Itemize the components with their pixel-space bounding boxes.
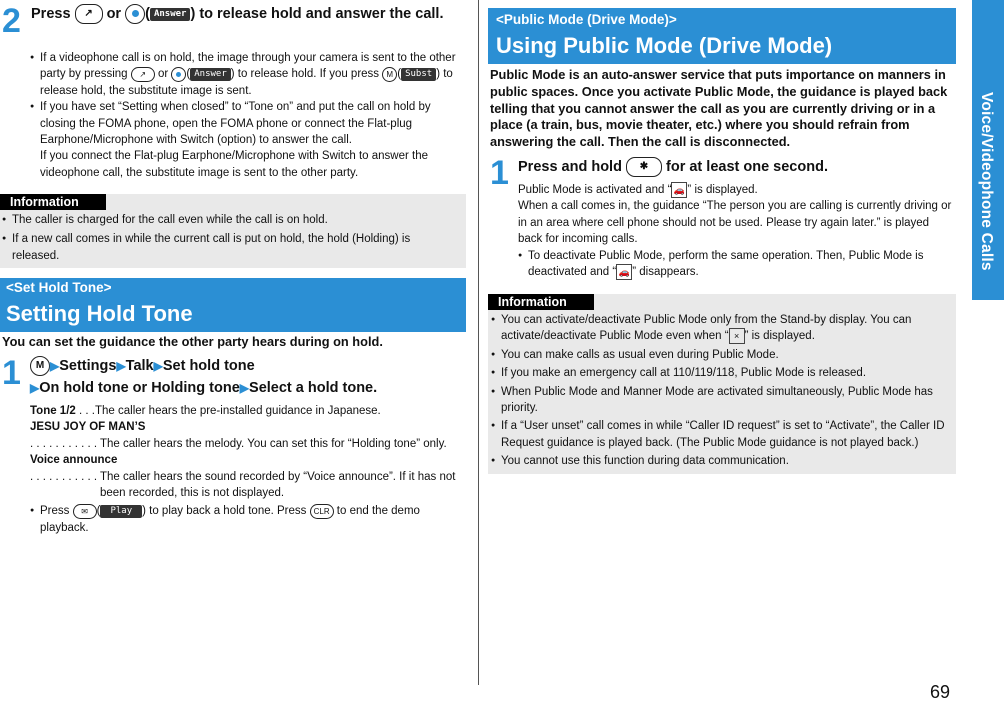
info-item: ● The caller is charged for the call even while the call is on hold. (2, 212, 442, 228)
note-bullet: ● Press ✉ ( Play ) to play back a hold tone. Press CLR to end the demo playback. (30, 503, 466, 536)
information-tag: Information (488, 294, 594, 310)
note-bullet: ● If a videophone call is on hold, the image through your camera is sent to the other party by pressing ↗ or ( Answer ) to release hold. If you press M ( Subst ) to release hold, the substitute image is sent. (30, 50, 466, 99)
public-mode-icon: 🚗 (616, 264, 632, 280)
hold-tone-options (30, 403, 466, 536)
enter-key-icon (125, 4, 145, 24)
enter-key-icon (171, 67, 186, 82)
answer-softkey: Answer (150, 8, 191, 21)
play-softkey: Play (100, 505, 142, 518)
info-item: ● You cannot use this function during data communication. (491, 453, 953, 469)
section-header (0, 278, 466, 332)
step2-notes (30, 50, 466, 181)
page-number: 69 (930, 682, 951, 702)
public-mode-icon: 🚗 (671, 182, 687, 198)
section-title: Using Public Mode (Drive Mode) (496, 33, 833, 58)
information-box (0, 194, 466, 268)
section-title: Setting Hold Tone (6, 301, 193, 326)
column-divider (478, 0, 479, 685)
call-key-icon: ↗ (75, 4, 103, 24)
note-bullet: ● To deactivate Public Mode, perform the same operation. Then, Public Mode is deactivated and “ 🚗 ” disappears. (518, 248, 956, 281)
step-title: M ▶Settings▶Talk▶Set hold tone ▶On hold tone or Holding tone▶Select a hold tone. (30, 358, 378, 396)
info-item: ● If a new call comes in while the current call is put on hold, the hold (Holding) is released. (2, 231, 442, 264)
section-subtitle: <Public Mode (Drive Mode)> (496, 12, 677, 27)
subst-softkey: Subst (401, 68, 436, 81)
clr-key-icon: CLR (310, 504, 334, 519)
info-item: ● If you make an emergency call at 110/119/118, Public Mode is released. (491, 365, 953, 381)
out-of-service-icon: × (729, 328, 745, 344)
menu-key-icon: M (30, 356, 50, 376)
note-continuation: If you connect the Flat-plug Earphone/Microphone with Switch to answer the videophone call, the substitute image is sent to the other party. (40, 150, 429, 179)
side-tab-label: Voice/Videophone Calls (978, 92, 995, 271)
information-box (488, 294, 956, 474)
step-number: 1 (2, 354, 21, 392)
note-text: Public Mode is activated and “ 🚗 ” is displayed. (518, 182, 956, 198)
step1-notes (518, 182, 956, 281)
note-bullet: ● If you have set “Setting when closed” to “Tone on” and put the call on hold by closing the FOMA phone, open the FOMA phone or connect the Flat-plug Earphone/Microphone with Switch (option) to answer the call. (30, 99, 466, 148)
asterisk-key-icon: ✱ (626, 157, 662, 177)
section-intro: Public Mode is an auto-answer service that puts importance on manners in public spaces. Once you activate Public Mode, the guidance is played back telling that you cannot answer the call as you are currently driving or in a place (a train, bus, movie theater, etc.) where you should refrain from answering the call. Then the call is disconnected. (490, 67, 948, 150)
step-title: Press and hold ✱ for at least one second. (518, 156, 954, 178)
answer-softkey: Answer (190, 68, 231, 81)
step-number: 2 (2, 2, 21, 40)
option-term: JESU JOY OF MAN’S (30, 421, 146, 434)
info-item: ● You can activate/deactivate Public Mode only from the Stand-by display. You can activate/deactivate Public Mode even when “ × ” is displayed. (491, 312, 953, 345)
option-row: . . . . . . . . . . . The caller hears the melody. You can set this for “Holding tone” only. (30, 437, 447, 450)
information-tag: Information (0, 194, 106, 210)
section-subtitle: <Set Hold Tone> (6, 280, 112, 295)
section-header (488, 8, 956, 64)
info-item: ● You can make calls as usual even during Public Mode. (491, 347, 953, 363)
option-row: Tone 1/2 . . .The caller hears the pre-installed guidance in Japanese. (30, 405, 381, 417)
menu-key-icon: M (382, 67, 397, 82)
option-term: Voice announce (30, 454, 118, 467)
section-intro: You can set the guidance the other party hears during on hold. (2, 334, 383, 349)
step-number: 1 (490, 154, 509, 192)
step-title: Press ↗ or ( Answer ) to release hold and answer the call. (31, 3, 461, 25)
info-item: ● When Public Mode and Manner Mode are activated simultaneously, Public Mode has priority. (491, 384, 953, 417)
option-row: . . . . . . . . . . . The caller hears the sound recorded by “Voice announce”. If it has not been recorded, this is not displayed. (30, 470, 456, 500)
call-key-icon: ↗ (131, 67, 155, 82)
info-item: ● If a “User unset” call comes in while “Caller ID request” is set to “Activate”, the Caller ID Request guidance is played back. (The Public Mode guidance is not played back.) (491, 418, 953, 451)
note-text: When a call comes in, the guidance “The person you are calling is currently driving or in an area where cell phone should not be used. Please try again later.” is played back for incoming calls. (518, 200, 952, 246)
mail-key-icon: ✉ (73, 504, 97, 519)
